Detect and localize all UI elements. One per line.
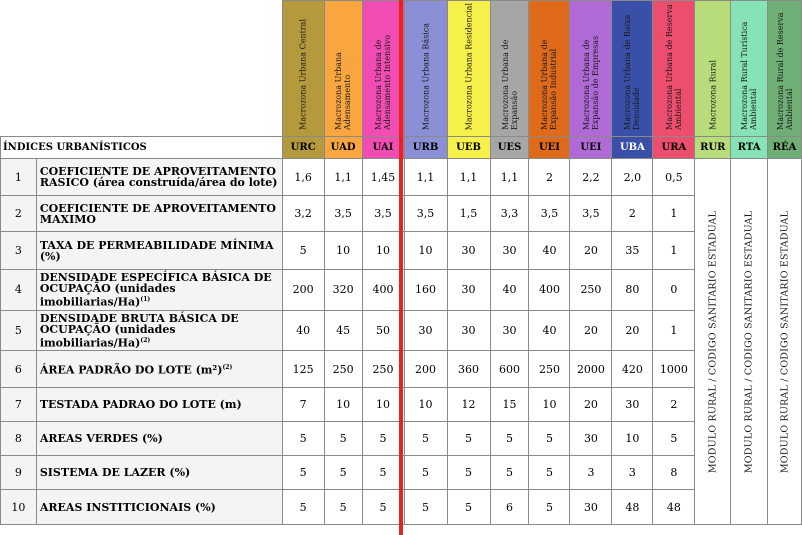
value-cell: 2 — [653, 388, 695, 422]
value-cell: 35 — [612, 232, 653, 270]
value-cell: 40 — [529, 232, 570, 270]
zone-header-11 — [731, 1, 768, 137]
value-cell: 1,45 — [362, 159, 404, 196]
value-cell: 10 — [362, 388, 404, 422]
footnote-mark: (1) — [140, 296, 151, 303]
zone-code-9: URA — [653, 137, 695, 159]
row-number: 6 — [1, 351, 37, 388]
row-label-text: DENSIDADE ESPECÍFICA BÁSICA DE OCUPAÇÃO (unidades imobiliarias/Ha) — [39, 271, 272, 309]
zone-code-12: RÉA — [768, 137, 802, 159]
zone-header-7 — [570, 1, 612, 137]
value-cell: 200 — [282, 270, 324, 311]
zone-header-5 — [490, 1, 529, 137]
value-cell: 45 — [324, 310, 362, 351]
row-label — [36, 310, 282, 351]
value-cell: 2000 — [570, 351, 612, 388]
value-cell: 3,3 — [490, 196, 529, 232]
value-cell: 200 — [404, 351, 447, 388]
value-cell: 30 — [447, 310, 490, 351]
value-cell: 250 — [324, 351, 362, 388]
zone-header-9 — [653, 1, 695, 137]
zone-name: Macrozona Urbana de Expansão — [500, 39, 519, 130]
red-divider-line — [399, 0, 403, 535]
zone-code-5: UES — [490, 137, 529, 159]
zone-name: Macrozona Rural — [708, 60, 718, 130]
value-cell: 5 — [282, 232, 324, 270]
value-cell: 2,2 — [570, 159, 612, 196]
rural-code-cell-2 — [768, 159, 802, 525]
row-label-text: ÁREA PADRÃO DO LOTE (m²) — [39, 364, 223, 378]
value-cell: 40 — [529, 310, 570, 351]
zone-code-3: URB — [404, 137, 447, 159]
value-cell: 1,1 — [404, 159, 447, 196]
row-number: 2 — [1, 196, 37, 232]
zone-code-10: RUR — [695, 137, 731, 159]
zone-code-11: RTA — [731, 137, 768, 159]
value-cell: 5 — [324, 422, 362, 456]
row-number: 3 — [1, 232, 37, 270]
value-cell: 1 — [653, 232, 695, 270]
zone-code-7: UEI — [570, 137, 612, 159]
value-cell: 600 — [490, 351, 529, 388]
row-label — [36, 232, 282, 270]
value-cell: 5 — [529, 456, 570, 490]
value-cell: 5 — [404, 422, 447, 456]
value-cell: 1 — [653, 310, 695, 351]
row-number: 9 — [1, 456, 37, 490]
row-number: 7 — [1, 388, 37, 422]
value-cell: 125 — [282, 351, 324, 388]
zone-name: Macrozona Urbana Básica — [421, 22, 431, 130]
value-cell: 5 — [324, 490, 362, 525]
value-cell: 12 — [447, 388, 490, 422]
value-cell: 1,5 — [447, 196, 490, 232]
row-number: 5 — [1, 310, 37, 351]
value-cell: 5 — [529, 490, 570, 525]
value-cell: 3,2 — [282, 196, 324, 232]
table-title: ÍNDICES URBANÍSTICOS — [1, 137, 283, 159]
value-cell: 10 — [362, 232, 404, 270]
value-cell: 30 — [570, 422, 612, 456]
zone-header-1 — [324, 1, 362, 137]
value-cell: 3 — [612, 456, 653, 490]
value-cell: 2 — [612, 196, 653, 232]
value-cell: 30 — [447, 232, 490, 270]
value-cell: 3,5 — [362, 196, 404, 232]
value-cell: 5 — [529, 422, 570, 456]
row-label — [36, 422, 282, 456]
value-cell: 320 — [324, 270, 362, 311]
value-cell: 5 — [447, 422, 490, 456]
row-label-text: TESTADA PADRAO DO LOTE (m) — [39, 398, 242, 412]
row-label-text: COEFICIENTE DE APROVEITAMENTO RASICO (área construída/área do lote) — [39, 165, 278, 189]
value-cell: 1,6 — [282, 159, 324, 196]
value-cell: 5 — [282, 490, 324, 525]
value-cell: 10 — [529, 388, 570, 422]
value-cell: 1 — [653, 196, 695, 232]
value-cell: 8 — [653, 456, 695, 490]
value-cell: 5 — [653, 422, 695, 456]
value-cell: 400 — [362, 270, 404, 311]
value-cell: 2 — [529, 159, 570, 196]
value-cell: 250 — [362, 351, 404, 388]
zone-name: Macrozona Urbana Adensamento — [334, 52, 353, 130]
zone-header-12 — [768, 1, 802, 137]
row-label-text: AREAS VERDES (%) — [39, 432, 163, 446]
value-cell: 3,5 — [529, 196, 570, 232]
row-label — [36, 196, 282, 232]
value-cell: 5 — [490, 456, 529, 490]
value-cell: 20 — [570, 232, 612, 270]
row-label-text: TAXA DE PERMEABILIDADE MÍNIMA (%) — [39, 238, 274, 263]
value-cell: 5 — [362, 490, 404, 525]
value-cell: 50 — [362, 310, 404, 351]
row-number: 4 — [1, 270, 37, 311]
value-cell: 5 — [490, 422, 529, 456]
value-cell: 5 — [404, 456, 447, 490]
header-blank-cell — [1, 1, 283, 137]
value-cell: 360 — [447, 351, 490, 388]
value-cell: 5 — [282, 422, 324, 456]
value-cell: 400 — [529, 270, 570, 311]
value-cell: 250 — [529, 351, 570, 388]
zone-code-2: UAI — [362, 137, 404, 159]
value-cell: 1,1 — [490, 159, 529, 196]
rural-note: MODULO RURAL / CODIGO SANITARIO ESTADUAL — [707, 210, 719, 473]
value-cell: 30 — [490, 232, 529, 270]
value-cell: 420 — [612, 351, 653, 388]
rural-code-cell-0 — [695, 159, 731, 525]
zone-code-6: UEI — [529, 137, 570, 159]
value-cell: 20 — [570, 388, 612, 422]
value-cell: 80 — [612, 270, 653, 311]
row-label-text: DENSIDADE BRUTA BÁSICA DE OCUPAÇÃO (unidades imobiliarias/Ha) — [39, 311, 239, 350]
zone-name: Macrozona Urbana Central — [298, 19, 308, 130]
value-cell: 30 — [490, 310, 529, 351]
value-cell: 30 — [404, 310, 447, 351]
row-label-text: AREAS INSTITICIONAIS (%) — [39, 500, 216, 514]
value-cell: 30 — [612, 388, 653, 422]
value-cell: 30 — [447, 270, 490, 311]
rural-note: MODULO RURAL / CODIGO SANITARIO ESTADUAL — [779, 210, 791, 473]
value-cell: 1000 — [653, 351, 695, 388]
value-cell: 5 — [404, 490, 447, 525]
value-cell: 3 — [570, 456, 612, 490]
row-label — [36, 388, 282, 422]
value-cell: 40 — [490, 270, 529, 311]
zone-header-8 — [612, 1, 653, 137]
value-cell: 5 — [282, 456, 324, 490]
value-cell: 10 — [324, 232, 362, 270]
value-cell: 0 — [653, 270, 695, 311]
zone-header-10 — [695, 1, 731, 137]
value-cell: 1,1 — [324, 159, 362, 196]
value-cell: 5 — [362, 456, 404, 490]
zone-name: Macrozona Urbana Residencial — [464, 2, 474, 130]
zone-code-1: UAD — [324, 137, 362, 159]
zone-name: Macrozona Rural de Reserva Ambiental — [775, 12, 794, 130]
footnote-mark: (2) — [222, 364, 233, 372]
row-label — [36, 456, 282, 490]
value-cell: 0,5 — [653, 159, 695, 196]
zone-header-3 — [404, 1, 447, 137]
value-cell: 1,1 — [447, 159, 490, 196]
value-cell: 5 — [362, 422, 404, 456]
value-cell: 3,5 — [324, 196, 362, 232]
zone-header-6 — [529, 1, 570, 137]
zone-name: Macrozona Urbana de Reserva Ambiental — [664, 4, 683, 130]
value-cell: 10 — [404, 232, 447, 270]
zone-name: Macrozona Urbana de Expansão de Empresas — [581, 35, 600, 130]
value-cell: 2,0 — [612, 159, 653, 196]
row-number: 8 — [1, 422, 37, 456]
value-cell: 10 — [404, 388, 447, 422]
row-label-text: COEFICIENTE DE APROVEITAMENTO MAXIMO — [39, 201, 276, 226]
zone-code-0: URC — [282, 137, 324, 159]
rural-note: MODULO RURAL / CODIGO SANITARIO ESTADUAL — [743, 210, 755, 473]
footnote-mark: (2) — [140, 336, 151, 344]
zone-header-4 — [447, 1, 490, 137]
value-cell: 250 — [570, 270, 612, 311]
value-cell: 10 — [612, 422, 653, 456]
value-cell: 3,5 — [404, 196, 447, 232]
zone-header-2 — [362, 1, 404, 137]
value-cell: 3,5 — [570, 196, 612, 232]
value-cell: 7 — [282, 388, 324, 422]
zone-name: Macrozona Urbana de Adensamento Intensivo — [374, 34, 393, 130]
value-cell: 10 — [324, 388, 362, 422]
value-cell: 20 — [612, 310, 653, 351]
value-cell: 6 — [490, 490, 529, 525]
value-cell: 40 — [282, 310, 324, 351]
zone-header-0 — [282, 1, 324, 137]
value-cell: 5 — [447, 490, 490, 525]
zone-name: Macrozona Rural Turística Ambiental — [740, 21, 759, 130]
row-number: 1 — [1, 159, 37, 196]
value-cell: 30 — [570, 490, 612, 525]
zone-name: Macrozona Urbana de Expansão Industrial — [540, 39, 559, 130]
zone-code-4: UEB — [447, 137, 490, 159]
value-cell: 5 — [324, 456, 362, 490]
row-number: 10 — [1, 490, 37, 525]
value-cell: 5 — [447, 456, 490, 490]
value-cell: 15 — [490, 388, 529, 422]
row-label — [36, 270, 282, 311]
rural-code-cell-1 — [731, 159, 768, 525]
zone-name: Macrozona Urbana de Baixa Densidade — [623, 14, 642, 130]
zone-code-8: UBA — [612, 137, 653, 159]
row-label — [36, 159, 282, 196]
value-cell: 160 — [404, 270, 447, 311]
value-cell: 20 — [570, 310, 612, 351]
value-cell: 48 — [653, 490, 695, 525]
row-label-text: SISTEMA DE LAZER (%) — [39, 466, 191, 480]
row-label — [36, 351, 282, 388]
value-cell: 48 — [612, 490, 653, 525]
row-label — [36, 490, 282, 525]
